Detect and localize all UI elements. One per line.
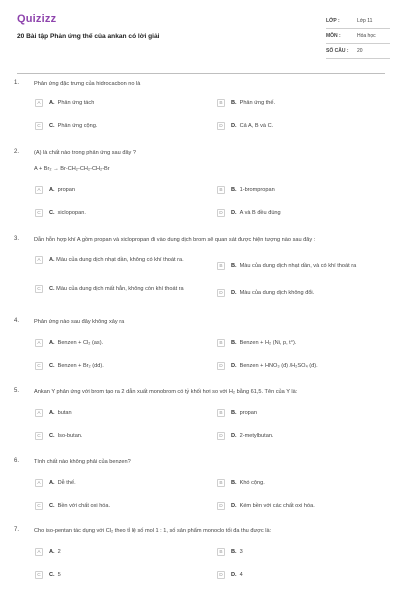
option-letter: C. [49, 503, 55, 509]
option-letter: C. [49, 433, 55, 439]
option-letter: A. [49, 480, 55, 486]
option-checkbox[interactable]: C [35, 571, 43, 579]
option-letter: D. [231, 290, 237, 296]
meta-row-class [326, 14, 390, 29]
option-checkbox[interactable]: A [35, 256, 43, 264]
option-text: xiclopopan. [57, 210, 86, 216]
option-letter: B. [231, 187, 237, 193]
question-number: 4. [14, 318, 20, 324]
option-text: 2 [57, 549, 61, 555]
option-text: Benzen + H₂ (Ni, p, t°). [239, 340, 297, 346]
meta-row-subject [326, 29, 390, 44]
option-b[interactable] [217, 409, 392, 417]
option-text: Bền với chất oxi hóa. [57, 503, 111, 509]
question-text: Ankan Y phản ứng với brom tạo ra 2 dẫn xuất monobrom có tỷ khối hơi so với H₂ bằng 61,5. Tên của Y là: [34, 389, 298, 395]
question-text: Phản ứng đặc trưng của hidrocacbon no là [34, 81, 141, 87]
option-text: Màu của dung dịch nhạt dần, và có khí thoát ra [239, 263, 357, 269]
option-letter: B. [231, 410, 237, 416]
option-text: Iso-butan. [57, 433, 83, 439]
option-checkbox[interactable]: C [35, 432, 43, 440]
option-letter: A. [49, 340, 55, 346]
option-c[interactable] [35, 209, 210, 217]
option-b[interactable] [217, 186, 392, 194]
option-text: Benzen + HNO₃ (đ) /H₂SO₄ (đ). [239, 363, 318, 369]
question-text: (A) là chất nào trong phản ứng sau đây ? [34, 150, 137, 156]
option-a[interactable] [35, 548, 210, 556]
option-letter: B. [231, 263, 237, 269]
option-d[interactable] [217, 362, 392, 370]
reaction-equation: A + Br₂ → Br-CH₂-CH₂-CH₂-Br [34, 166, 110, 172]
meta-key: LỚP : [326, 18, 340, 24]
document-header [0, 0, 400, 74]
option-b[interactable] [217, 99, 392, 107]
option-letter: C. [49, 286, 55, 292]
option-text: Phản ứng thế. [239, 100, 276, 106]
option-checkbox[interactable]: C [35, 502, 43, 510]
option-checkbox[interactable]: A [35, 409, 43, 417]
option-checkbox[interactable]: D [217, 362, 225, 370]
meta-key: MÔN : [326, 33, 341, 39]
option-letter: B. [231, 549, 237, 555]
question-text: Dẫn hỗn hợp khí A gồm propan và xiclopropan đi vào dung dịch brom sẽ quan sát được hiện tượng nào sau đây : [34, 237, 316, 243]
option-b[interactable] [217, 262, 392, 270]
option-text-body: Màu của dung dịch nhạt dần, không có khí thoát ra. [56, 257, 184, 263]
option-c[interactable] [35, 432, 210, 440]
option-d[interactable] [217, 502, 392, 510]
option-text: A và B đều đúng [239, 210, 281, 216]
option-letter: C. [49, 210, 55, 216]
question-number: 3. [14, 236, 20, 242]
option-checkbox[interactable]: D [217, 432, 225, 440]
question-number: 5. [14, 388, 20, 394]
option-checkbox[interactable]: C [35, 209, 43, 217]
option-c[interactable] [35, 571, 210, 579]
question-text: Cho iso-pentan tác dụng với Cl₂ theo tỉ lệ số mol 1 : 1, số sản phẩm monoclo tối đa thu được là: [34, 528, 272, 534]
option-b[interactable] [217, 339, 392, 347]
option-letter: B. [231, 340, 237, 346]
option-checkbox[interactable]: C [35, 362, 43, 370]
quizizz-logo: Quizizz [17, 13, 57, 25]
option-letter: D. [231, 363, 237, 369]
option-c[interactable] [35, 362, 210, 370]
option-checkbox[interactable]: C [35, 285, 43, 293]
option-a[interactable] [35, 339, 210, 347]
option-checkbox[interactable]: D [217, 289, 225, 297]
option-text-body: Màu của dung dịch mất hẳn, không còn khí thoát ra [56, 286, 184, 292]
option-text: butan [57, 410, 72, 416]
option-text: Kém bền với các chất oxi hóa. [239, 503, 315, 509]
question-number: 7. [14, 527, 20, 533]
option-a[interactable] [35, 479, 210, 487]
option-d[interactable] [217, 289, 392, 297]
option-checkbox[interactable]: A [35, 548, 43, 556]
option-checkbox[interactable]: D [217, 571, 225, 579]
option-text: 4 [239, 572, 243, 578]
option-a[interactable] [35, 409, 210, 417]
option-letter: A. [49, 410, 55, 416]
option-text: Benzen + Br₂ (dd). [57, 363, 104, 369]
option-text: 2-metylbutan. [239, 433, 274, 439]
option-c[interactable] [35, 502, 210, 510]
option-text: Dễ thế. [57, 480, 76, 486]
option-letter: D. [231, 503, 237, 509]
option-text: 5 [57, 572, 61, 578]
meta-key: SỐ CÂU : [326, 48, 349, 54]
question-text: Tính chất nào không phải của benzen? [34, 459, 131, 465]
meta-value: Lớp 11 [357, 18, 373, 24]
option-checkbox[interactable]: D [217, 209, 225, 217]
option-text: Khó cộng. [239, 480, 265, 486]
meta-value: Hóa học [357, 33, 376, 39]
option-text [49, 256, 199, 264]
option-a[interactable] [35, 186, 210, 194]
option-checkbox[interactable]: B [217, 99, 225, 107]
option-letter: B. [231, 480, 237, 486]
option-a[interactable] [35, 256, 210, 264]
option-text: Màu của dung dịch không đổi. [239, 290, 315, 296]
option-text: propan [57, 187, 76, 193]
option-checkbox[interactable]: D [217, 502, 225, 510]
option-letter: A. [49, 100, 55, 106]
option-d[interactable] [217, 122, 392, 130]
option-letter: A. [49, 257, 55, 263]
option-text: propan [239, 410, 258, 416]
option-letter: D. [231, 572, 237, 578]
option-c[interactable] [35, 122, 210, 130]
option-text: 3 [239, 549, 243, 555]
option-letter: D. [231, 433, 237, 439]
option-checkbox[interactable]: B [217, 186, 225, 194]
option-text: Benzen + Cl₂ (as). [57, 340, 104, 346]
question-number: 2. [14, 149, 20, 155]
option-checkbox[interactable]: C [35, 122, 43, 130]
option-checkbox[interactable]: A [35, 339, 43, 347]
option-checkbox[interactable]: A [35, 479, 43, 487]
header-divider [17, 73, 385, 74]
option-text: Phản ứng tách [57, 100, 95, 106]
option-b[interactable] [217, 548, 392, 556]
option-checkbox[interactable]: A [35, 99, 43, 107]
option-checkbox[interactable]: D [217, 122, 225, 130]
meta-table [326, 14, 390, 59]
document-title: 20 Bài tập Phản ứng thế của ankan có lời giải [17, 33, 160, 40]
option-b[interactable] [217, 479, 392, 487]
option-checkbox[interactable]: B [217, 479, 225, 487]
option-c[interactable] [35, 285, 210, 293]
question-number: 1. [14, 80, 20, 86]
option-letter: C. [49, 123, 55, 129]
option-checkbox[interactable]: B [217, 548, 225, 556]
meta-value: 20 [357, 48, 363, 54]
option-text: Cả A, B và C. [239, 123, 274, 129]
option-letter: D. [231, 123, 237, 129]
question-number: 6. [14, 458, 20, 464]
option-letter: C. [49, 572, 55, 578]
option-letter: D. [231, 210, 237, 216]
option-checkbox[interactable]: B [217, 262, 225, 270]
option-text: 1-brompropan [239, 187, 275, 193]
question-text: Phản ứng nào sau đây không xảy ra [34, 319, 125, 325]
option-checkbox[interactable]: B [217, 339, 225, 347]
option-letter: C. [49, 363, 55, 369]
option-a[interactable] [35, 99, 210, 107]
option-checkbox[interactable]: B [217, 409, 225, 417]
option-text: Phản ứng cộng. [57, 123, 98, 129]
option-letter: A. [49, 187, 55, 193]
option-letter: A. [49, 549, 55, 555]
option-checkbox[interactable]: A [35, 186, 43, 194]
meta-row-count [326, 44, 390, 59]
option-d[interactable] [217, 432, 392, 440]
option-d[interactable] [217, 571, 392, 579]
option-text [49, 285, 199, 293]
option-letter: B. [231, 100, 237, 106]
option-d[interactable] [217, 209, 392, 217]
